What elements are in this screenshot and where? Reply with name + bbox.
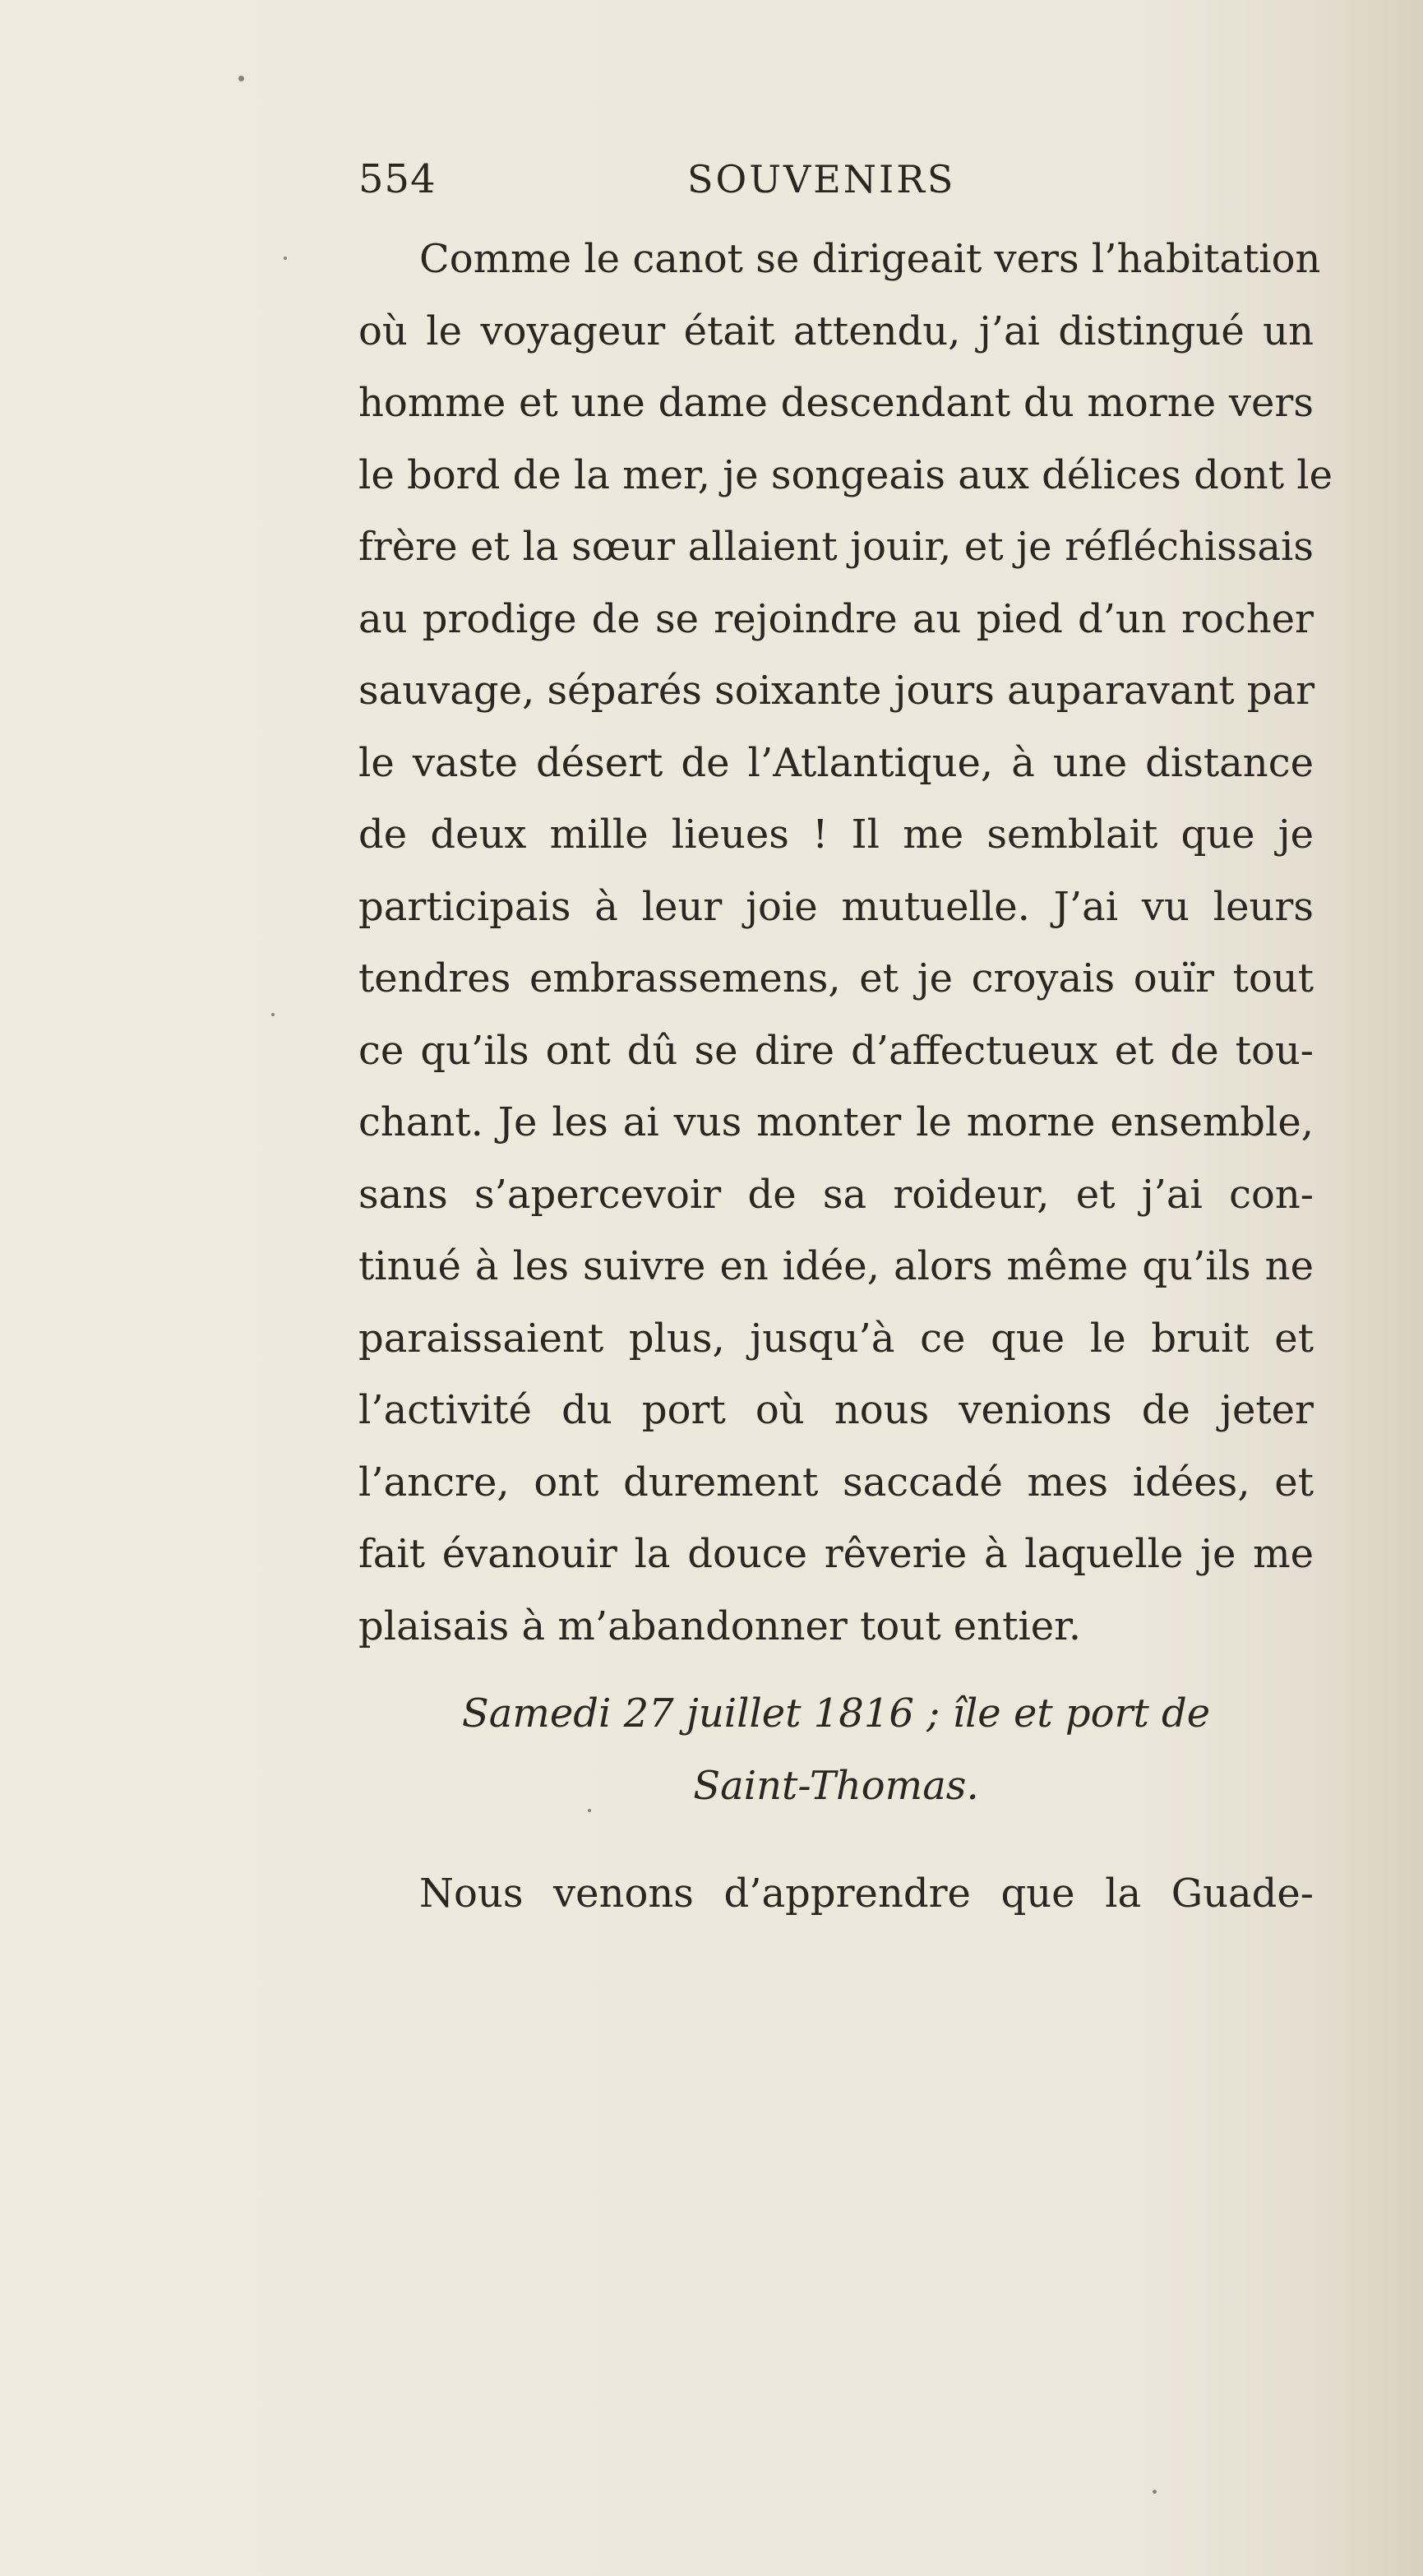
text-line: au prodige de se rejoindre au pied d’un rocher [358, 595, 1314, 642]
paper-speck [238, 76, 244, 81]
text-line: participais à leur joie mutuelle. J’ai vu leurs [358, 883, 1314, 930]
text-line: où le voyageur était attendu, j’ai distingué un [358, 308, 1314, 354]
page-number: 554 [358, 156, 437, 202]
paper-speck [271, 1013, 275, 1016]
text-line: tinué à les suivre en idée, alors même qu’ils ne [358, 1243, 1314, 1289]
page-header [358, 155, 1312, 212]
paper-speck [284, 257, 287, 260]
text-line: fait évanouir la douce rêverie à laquelle je me [358, 1531, 1314, 1577]
dateline-line-1: Samedi 27 juillet 1816 ; île et port de [461, 1690, 1211, 1737]
text-line: sans s’apercevoir de sa roideur, et j’ai con- [358, 1171, 1314, 1218]
text-line: le bord de la mer, je songeais aux délices dont le [358, 451, 1333, 498]
text-line: Nous venons d’apprendre que la Guade- [419, 1871, 1314, 1917]
paper-speck [588, 1809, 591, 1812]
text-line: plaisais à m’abandonner tout entier. [358, 1602, 1082, 1649]
paper-speck [1153, 2490, 1157, 2494]
text-line: Comme le canot se dirigeait vers l’habitation [419, 236, 1321, 282]
paragraph-1 [358, 224, 1333, 1663]
text-line: l’activité du port où nous venions de jeter [358, 1387, 1314, 1433]
text-line: paraissaient plus, jusqu’à ce que le bruit et [358, 1315, 1314, 1362]
text-line: l’ancre, ont durement saccadé mes idées, et [358, 1459, 1314, 1505]
text-line: ce qu’ils ont dû se dire d’affectueux et de tou- [358, 1027, 1314, 1074]
running-head: SOUVENIRS [687, 157, 956, 201]
text-line: homme et une dame descendant du morne vers [358, 380, 1314, 426]
paragraph-2 [358, 1858, 1314, 1931]
text-line: frère et la sœur allaient jouir, et je réfléchissais [358, 524, 1314, 570]
dateline-line-2: Saint-Thomas. [693, 1763, 979, 1809]
text-line: de deux mille lieues ! Il me semblait que je [358, 812, 1314, 858]
text-line: le vaste désert de l’Atlantique, à une distance [358, 739, 1314, 786]
text-line: chant. Je les ai vus monter le morne ensemble, [358, 1099, 1314, 1145]
text-line: sauvage, séparés soixante jours auparavant par [358, 668, 1315, 714]
dateline [358, 1677, 1314, 1822]
text-line: tendres embrassemens, et je croyais ouïr tout [358, 955, 1314, 1001]
